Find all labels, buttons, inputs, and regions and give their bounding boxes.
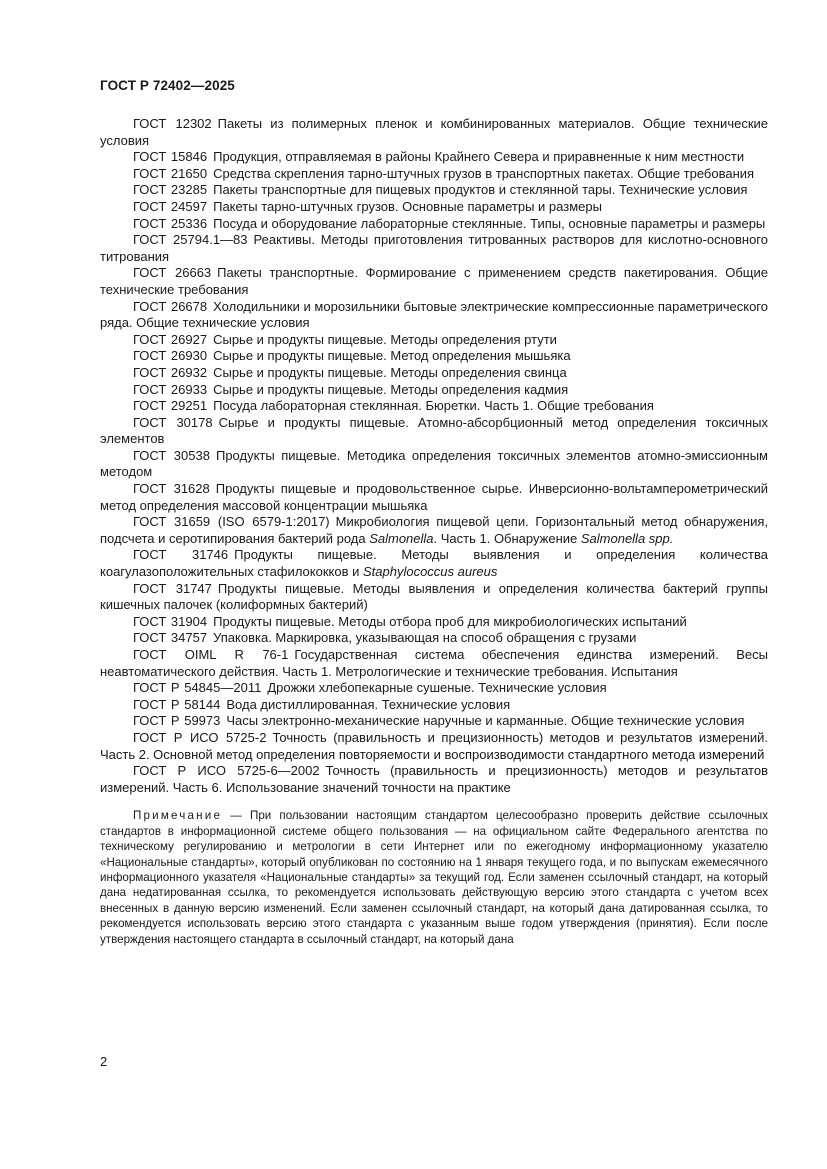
note-paragraph	[100, 808, 768, 947]
standard-code: ГОСТ 25336	[133, 215, 208, 231]
standard-code: ГОСТ 23285	[133, 182, 208, 198]
standard-title: Продукты пищевые. Методы отбора проб для микробиологических испытаний	[213, 613, 687, 629]
standard-title: Продукты пищевые и продовольственное сырье. Инверсионно-вольтамперометрический метод определения массовой концентрации мышьяка	[100, 481, 768, 513]
reference-entry	[100, 614, 768, 631]
standard-title: Микробиология пищевой цепи. Горизонтальный метод обнаружения, подсчета и серотипирования бактерий рода	[100, 514, 769, 546]
document-header: ГОСТ Р 72402—2025	[100, 78, 235, 93]
organism-name-italic: Staphylococcus aureus	[362, 564, 498, 580]
reference-entry	[100, 216, 768, 233]
standard-title: Реактивы. Методы приготовления титрованных растворов для кислотно-основного титрования	[100, 232, 768, 264]
standard-code: ГОСТ Р ИСО 5725-2	[133, 729, 267, 745]
standard-code: ГОСТ 24597	[133, 198, 208, 214]
standard-title: Дрожжи хлебопекарные сушеные. Технические условия	[267, 680, 607, 696]
note-label: Примечание	[133, 809, 223, 823]
reference-entry	[100, 265, 768, 298]
standard-title: Пакеты тарно-штучных грузов. Основные параметры и размеры	[213, 198, 602, 214]
standard-title: Пакеты транспортные. Формирование с применением средств пакетирования. Общие технические требования	[100, 265, 768, 297]
reference-entry	[100, 299, 768, 332]
reference-entry	[100, 448, 768, 481]
standard-code: ГОСТ 26932	[133, 364, 208, 380]
reference-entry	[100, 365, 768, 382]
standard-title: Пакеты транспортные для пищевых продуктов и стеклянной тары. Технические условия	[213, 182, 748, 198]
standard-title: Сырье и продукты пищевые. Методы определения кадмия	[213, 381, 569, 397]
standard-code: ГОСТ Р 58144	[133, 696, 221, 712]
standard-code: ГОСТ 26933	[133, 381, 208, 397]
standard-code: ГОСТ 26927	[133, 331, 208, 347]
reference-entry	[100, 382, 768, 399]
standard-code: ГОСТ 26930	[133, 348, 208, 364]
reference-entry	[100, 199, 768, 216]
standard-title: Сырье и продукты пищевые. Методы определения свинца	[213, 364, 567, 380]
standard-code: ГОСТ 34757	[133, 630, 208, 646]
standard-code: ГОСТ 26663	[133, 265, 212, 281]
organism-name-italic: Salmonella	[369, 530, 434, 546]
reference-entry	[100, 630, 768, 647]
standard-title: Часы электронно-механические наручные и карманные. Общие технические условия	[226, 713, 745, 729]
reference-entry	[100, 680, 768, 697]
standard-title: Упаковка. Маркировка, указывающая на способ обращения с грузами	[213, 630, 637, 646]
standard-code: ГОСТ 26678	[133, 298, 208, 314]
standard-code: ГОСТ 31659 (ISO 6579-1:2017)	[133, 514, 330, 530]
standard-code: ГОСТ 21650	[133, 165, 208, 181]
standard-code: ГОСТ Р ИСО 5725-6—2002	[133, 763, 320, 779]
standard-code: ГОСТ 29251	[133, 398, 208, 414]
reference-entry	[100, 481, 768, 514]
organism-name-italic: Salmonella spp.	[580, 530, 674, 546]
reference-entry	[100, 332, 768, 349]
standard-title: Сырье и продукты пищевые. Методы определения ртути	[213, 331, 557, 347]
standard-title: Государственная система обеспечения единства измерений. Весы неавтоматического действия. Часть 1. Метрологические и технические требования. Испытания	[100, 647, 768, 679]
standard-title: Посуда и оборудование лабораторные стеклянные. Типы, основные параметры и размеры	[213, 215, 766, 231]
standard-code: ГОСТ 30538	[133, 447, 210, 463]
standard-code: ГОСТ 31628	[133, 481, 210, 497]
standard-title-continued: . Часть 1. Обнаружение	[433, 530, 581, 546]
standard-title: Сырье и продукты пищевые. Метод определения мышьяка	[213, 348, 571, 364]
reference-entry	[100, 348, 768, 365]
reference-entry	[100, 647, 768, 680]
reference-entry	[100, 232, 768, 265]
reference-entry	[100, 116, 768, 149]
standard-code: ГОСТ 25794.1—83	[133, 232, 248, 248]
normative-references-list	[100, 116, 768, 959]
standard-title: Вода дистиллированная. Технические условия	[226, 696, 511, 712]
reference-entry	[100, 514, 768, 547]
page-number: 2	[100, 1054, 108, 1069]
reference-entry	[100, 713, 768, 730]
reference-entry	[100, 398, 768, 415]
reference-entry	[100, 182, 768, 199]
standard-title: Продукция, отправляемая в районы Крайнего Севера и приравненные к ним местности	[213, 149, 745, 165]
standard-code: ГОСТ 31747	[133, 580, 212, 596]
reference-entry	[100, 581, 768, 614]
standard-code: ГОСТ 30178	[133, 414, 213, 430]
reference-entry	[100, 697, 768, 714]
standard-code: ГОСТ 12302	[133, 116, 212, 131]
reference-entry	[100, 415, 768, 448]
standard-title: Пакеты из полимерных пленок и комбинированных материалов. Общие технические условия	[100, 116, 768, 148]
standard-code: ГОСТ Р 54845—2011	[133, 680, 262, 696]
standard-code: ГОСТ OIML R 76-1	[133, 647, 289, 662]
reference-entry	[100, 547, 768, 580]
standard-code: ГОСТ 31746	[133, 547, 229, 563]
standard-code: ГОСТ 31904	[133, 613, 208, 629]
reference-entry	[100, 730, 768, 763]
standard-title: Средства скрепления тарно-штучных грузов в транспортных пакетах. Общие требования	[213, 165, 755, 181]
standard-code: ГОСТ 15846	[133, 149, 208, 165]
standard-title: Сырье и продукты пищевые. Атомно-абсорбционный метод определения токсичных элементов	[100, 414, 768, 447]
standard-title: Холодильники и морозильники бытовые электрические компрессионные параметрического ряда. Общие технические условия	[100, 298, 768, 331]
standard-title: Продукты пищевые. Методика определения токсичных элементов атомно-эмиссионным методом	[100, 447, 768, 480]
standard-title: Точность (правильность и прецизионность) методов и результатов измерений. Часть 6. Использование значений точности на практике	[100, 763, 768, 795]
standard-title: Продукты пищевые. Методы выявления и определения количества коагулазоположительных стафилококков и	[100, 547, 768, 580]
reference-entry	[100, 763, 768, 796]
reference-entry	[100, 166, 768, 183]
reference-entry	[100, 149, 768, 166]
standard-title: Посуда лабораторная стеклянная. Бюретки. Часть 1. Общие требования	[213, 398, 654, 414]
standard-code: ГОСТ Р 59973	[133, 713, 221, 729]
standard-title: Продукты пищевые. Методы выявления и определения количества бактерий группы кишечных палочек (колиформных бактерий)	[100, 580, 768, 613]
standard-title: Точность (правильность и прецизионность) методов и результатов измерений. Часть 2. Основной метод определения повторяемости и воспроизводимости стандартного метода измерений	[100, 729, 768, 762]
note-text: — При пользовании настоящим стандартом целесообразно проверить действие ссылочных стандартов в информационной системе общего пользования — на официальном сайте Федерального агентства по техническому регулированию и метрологии в сети Интернет или по ежегодному информационному указателю «Национальные стандарты», который опубликован по состоянию на 1 января текущего года, и по выпускам ежемесячного информационного указателя «Национальные стандарты» за текущий год. Если заменен ссылочный стандарт, на который дана недатированная ссылка, то рекомендуется использовать действующую версию этого стандарта с учетом всех внесенных в данную версию изменений. Если заменен ссылочный стандарт, на который дана датированная ссылка, то рекомендуется использовать версию этого стандарта с указанным выше годом утверждения (принятия). Если после утверждения настоящего стандарта в ссылочный стандарт, на который дана	[100, 809, 768, 946]
